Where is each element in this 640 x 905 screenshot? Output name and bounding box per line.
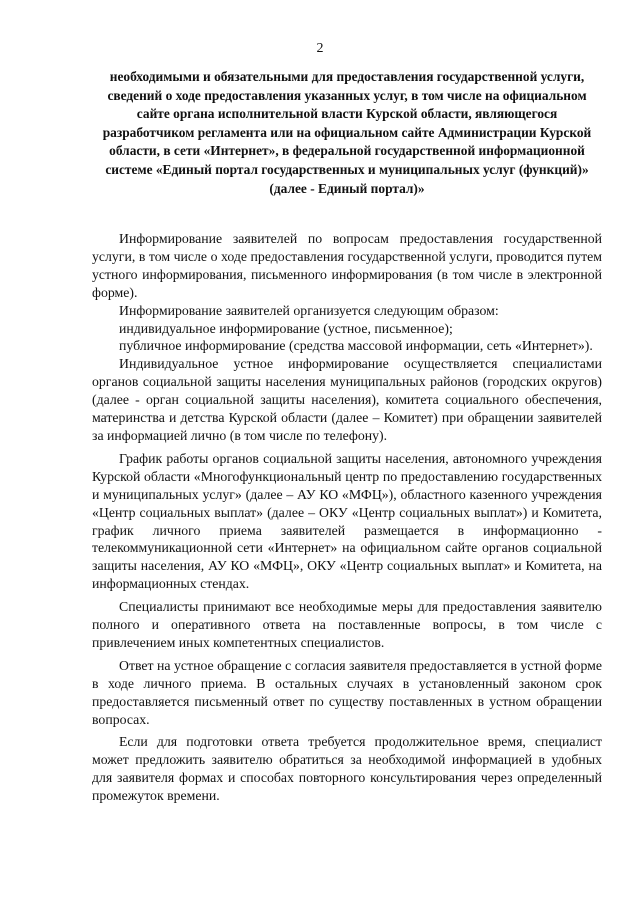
paragraph-public: публичное информирование (средства массовой информации, сеть «Интернет»). xyxy=(119,338,593,354)
paragraph-oral-answer: Ответ на устное обращение с согласия заявителя предоставляется в устной форме в ходе личного приема. В остальных случаях в установленный законом срок предоставляется письменный ответ по существу поставленных в устном обращении вопросах. xyxy=(92,657,602,727)
paragraph-informing: Информирование заявителей по вопросам предоставления государственной услуги, в том числе о ходе предоставления государственной услуги, проводится путем устного информирования, письменного информирования (в том числе в электронной форме). xyxy=(92,231,602,300)
section-heading: необходимыми и обязательными для предоставления государственной услуги, сведений о ходе предоставления указанных услуг, в том числе на официальном сайте органа исполнительной власти Курской области, являющегося разработчиком регламента или на официальном сайте Администрации Курской области, в сети «Интернет», в федеральной государственной информационной системе «Единый портал государственных и муниципальных услуг (функций)» (далее - Единый портал)» xyxy=(102,69,592,196)
paragraph-long-answer: Если для подготовки ответа требуется продолжительное время, специалист может предложить заявителю обратиться за необходимой информацией в удобных для заявителя формах и способах повторного консультирования через определенный промежуток времени. xyxy=(92,734,602,804)
page-number: 2 xyxy=(316,41,324,56)
paragraph-schedule: График работы органов социальной защиты населения, автономного учреждения Курской области «Многофункциональный центр по предоставлению государственных и муниципальных услуг» (далее – АУ КО «МФЦ»), областного казенного учреждения «Центр социальных выплат» (далее – ОКУ «Центр социальных выплат») и Комитета, график личного приема заявителей размещается в информационно - телекоммуникационной сети «Интернет» на официальном сайте органов социальной защиты населения, АУ КО «МФЦ», ОКУ «Центр социальных выплат» и Комитета, на информационных стендах. xyxy=(92,450,602,592)
paragraph-oral-informing: Индивидуальное устное информирование осуществляется специалистами органов социальной защиты населения муниципальных районов (городских округов) (далее - орган социальной защиты населения), комитета социального обеспечения, материнства и детства Курской области (далее – Комитет) при обращении заявителей за информацией лично (в том числе по телефону). xyxy=(92,356,602,443)
paragraph-specialists: Специалисты принимают все необходимые меры для предоставления заявителю полного и оперативного ответа на поставленные вопросы, в том числе с привлечением иных компетентных специалистов. xyxy=(92,599,602,650)
paragraph-organization: Информирование заявителей организуется следующим образом: xyxy=(119,302,499,318)
paragraph-individual: индивидуальное информирование (устное, письменное); xyxy=(119,320,453,336)
document-body xyxy=(92,230,602,805)
